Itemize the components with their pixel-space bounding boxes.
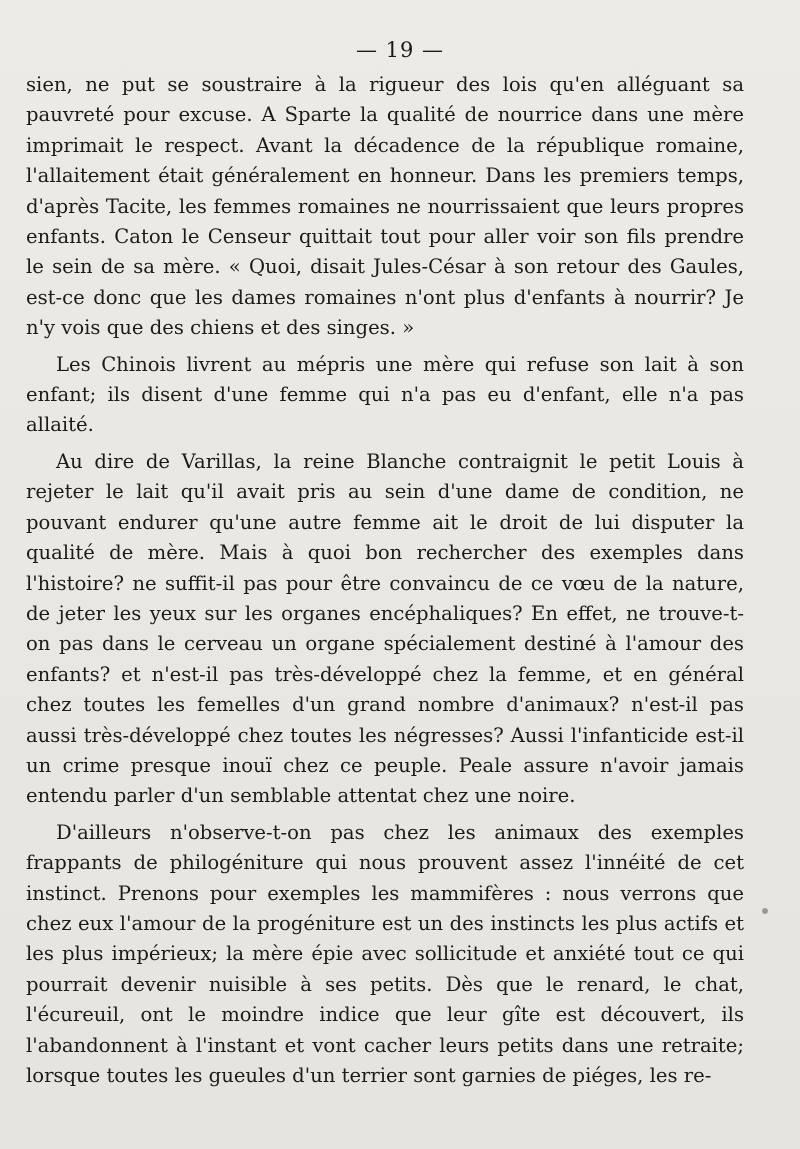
body-text bbox=[26, 70, 744, 1091]
paragraph-continuation: sien, ne put se soustraire à la rigueur des lois qu'en alléguant sa pauvreté pour excuse. A Sparte la qualité de nourrice dans une mère imprimait le respect. Avant la décadence de la république romaine, l'allaitement était généralement en honneur. Dans les premiers temps, d'après Tacite, les femmes romaines ne nourrissaient que leurs propres enfants. Caton le Censeur quittait tout pour aller voir son fils prendre le sein de sa mère. « Quoi, disait Jules-César à son retour des Gaules, est-ce donc que les dames romaines n'ont plus d'enfants à nourrir? Je n'y vois que des chiens et des singes. » bbox=[26, 73, 744, 340]
paragraph-varillas: Au dire de Varillas, la reine Blanche contraignit le petit Louis à rejeter le lait qu'il avait pris au sein d'une dame de condition, ne pouvant endurer qu'une autre femme ait le droit de lui disputer la qualité de mère. Mais à quoi bon rechercher des exemples dans l'histoire? ne suffit-il pas pour être convaincu de ce vœu de la nature, de jeter les yeux sur les organes encéphaliques? En effet, ne trouve-t-on pas dans le cerveau un organe spécialement destiné à l'amour des enfants? et n'est-il pas très-développé chez la femme, et en général chez toutes les femelles d'un grand nombre d'animaux? n'est-il pas aussi très-développé chez toutes les négresses? Aussi l'infanticide est-il un crime presque inouï chez ce peuple. Peale assure n'avoir jamais entendu parler d'un semblable attentat chez une noire. bbox=[26, 449, 744, 808]
scan-speck bbox=[762, 908, 768, 914]
paragraph-chinois: Les Chinois livrent au mépris une mère qui refuse son lait à son enfant; ils disent d'une femme qui n'a pas eu d'enfant, elle n'a pas allaité. bbox=[26, 352, 744, 437]
page-number: — 19 — bbox=[355, 38, 445, 62]
paragraph-animaux: D'ailleurs n'observe-t-on pas chez les animaux des exemples frappants de philogéniture qui nous prouvent assez l'innéité de cet instinct. Prenons pour exemples les mammifères : nous verrons que chez eux l'amour de la progéniture est un des instincts les plus actifs et les plus impérieux; la mère épie avec sollicitude et anxiété tout ce qui pourrait devenir nuisible à ses petits. Dès que le renard, le chat, l'écureuil, ont le moindre indice que leur gîte est découvert, ils l'abandonnent à l'instant et vont cacher leurs petits dans une retraite; lorsque toutes les gueules d'un terrier sont garnies de piéges, les re- bbox=[26, 820, 744, 1087]
